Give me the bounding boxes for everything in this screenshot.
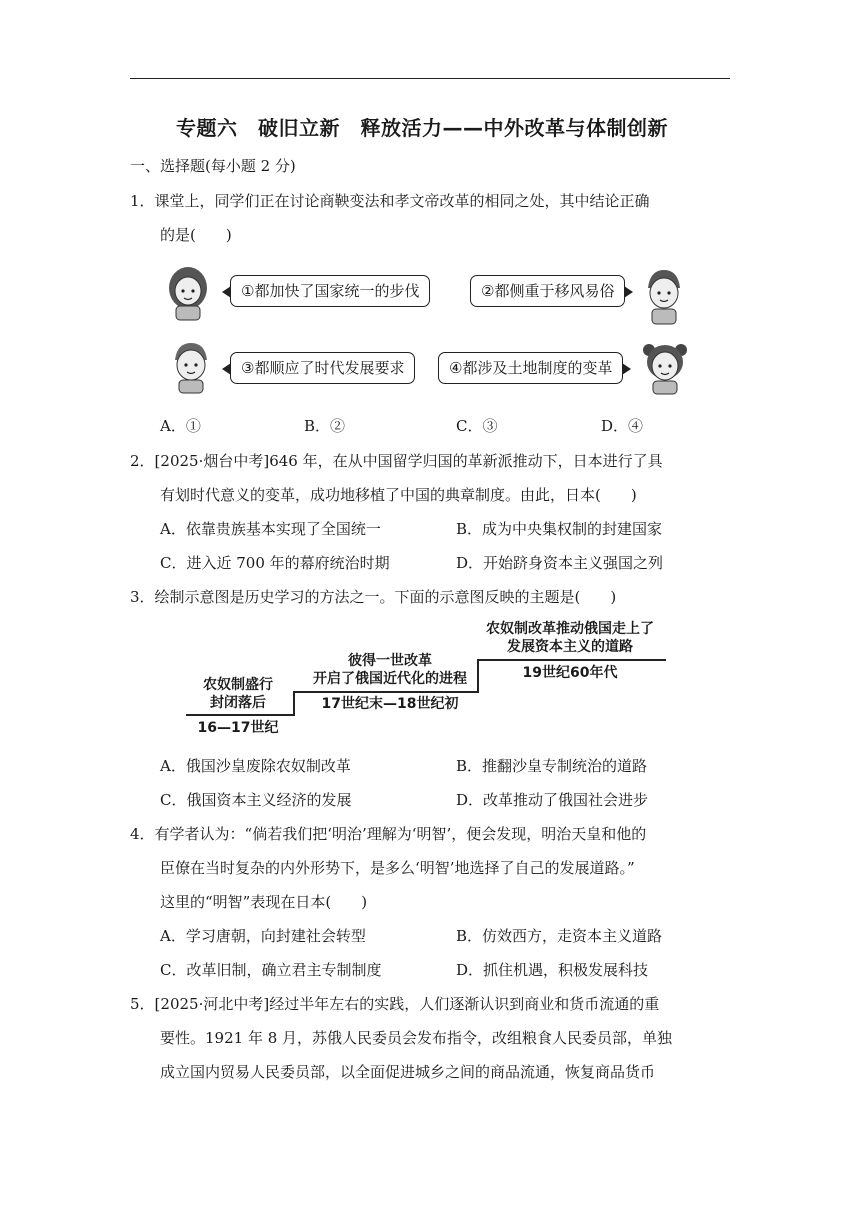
q4-option-b[interactable]: B．仿效西方，走资本主义道路 xyxy=(456,927,663,945)
q1-stem-line2: 的是( ) xyxy=(160,226,232,244)
q1-option-b[interactable]: B．② xyxy=(304,417,346,435)
step-1-bottom: 16—17世纪 xyxy=(197,720,279,736)
q2-option-a[interactable]: A．依靠贵族基本实现了全国统一 xyxy=(160,520,381,538)
q3-option-c[interactable]: C．俄国资本主义经济的发展 xyxy=(160,791,352,809)
q3-option-a[interactable]: A．俄国沙皇废除农奴制改革 xyxy=(160,757,351,775)
q3-stem-line1: 3．绘制示意图是历史学习的方法之一。下面的示意图反映的主题是( ) xyxy=(130,588,617,606)
q3-option-b[interactable]: B．推翻沙皇专制统治的道路 xyxy=(456,757,648,775)
boy-student-icon xyxy=(640,266,688,326)
q5-stem-line2: 要性。1921 年 8 月，苏俄人民委员会发布指令，改组粮食人民委员部，单独 xyxy=(160,1029,673,1047)
q2-stem-line2: 有划时代意义的变革，成功地移植了中国的典章制度。由此，日本( ) xyxy=(160,486,637,504)
q2-option-b[interactable]: B．成为中央集权制的封建国家 xyxy=(456,520,663,538)
q4-option-d[interactable]: D．抓住机遇，积极发展科技 xyxy=(456,961,649,979)
step-3-bottom: 19世纪60年代 xyxy=(522,665,618,681)
statement-4-bubble: ④都涉及土地制度的变革 xyxy=(438,352,623,384)
step-3-top: 农奴制改革推动俄国走上了 发展资本主义的道路 xyxy=(486,621,654,655)
boy-student-2-icon xyxy=(168,340,214,394)
q4-stem-line2: 臣僚在当时复杂的内外形势下，是多么‘明智’地选择了自己的发展道路。” xyxy=(160,859,635,877)
q4-stem-line1: 4．有学者认为：“倘若我们把‘明治’理解为‘明智’，便会发现，明治天皇和他的 xyxy=(130,825,647,843)
q2-stem-line1: 2．[2025·烟台中考]646 年，在从中国留学归国的革新派推动下，日本进行了具 xyxy=(130,452,663,470)
q4-option-a[interactable]: A．学习唐朝，向封建社会转型 xyxy=(160,927,366,945)
q2-option-d[interactable]: D．开始跻身资本主义强国之列 xyxy=(456,554,664,572)
step-2-top: 彼得一世改革 开启了俄国近代化的进程 xyxy=(313,653,467,687)
girl-student-icon xyxy=(164,264,212,322)
q1-option-c[interactable]: C．③ xyxy=(456,417,498,435)
statement-2-bubble: ②都侧重于移风易俗 xyxy=(470,275,625,307)
q4-stem-line3: 这里的“明智”表现在日本( ) xyxy=(160,893,368,911)
girl-student-2-icon xyxy=(640,340,690,396)
q1-option-d[interactable]: D．④ xyxy=(601,417,644,435)
q1-option-a[interactable]: A．① xyxy=(160,417,201,435)
q3-option-d[interactable]: D．改革推动了俄国社会进步 xyxy=(456,791,649,809)
q4-option-c[interactable]: C．改革旧制，确立君主专制制度 xyxy=(160,961,382,979)
q1-stem-line1: 1．课堂上，同学们正在讨论商鞅变法和孝文帝改革的相同之处，其中结论正确 xyxy=(130,192,650,210)
step-1-top: 农奴制盛行 封闭落后 xyxy=(203,677,273,711)
statement-3-bubble: ③都顺应了时代发展要求 xyxy=(230,352,415,384)
q2-option-c[interactable]: C．进入近 700 年的幕府统治时期 xyxy=(160,554,390,572)
page-title: 专题六 破旧立新 释放活力——中外改革与体制创新 xyxy=(176,116,668,140)
step-2-bottom: 17世纪末—18世纪初 xyxy=(321,696,459,712)
q5-stem-line1: 5．[2025·河北中考]经过半年左右的实践，人们逐渐认识到商业和货币流通的重 xyxy=(130,995,660,1013)
q5-stem-line3: 成立国内贸易人民委员部，以全面促进城乡之间的商品流通，恢复商品货币 xyxy=(160,1063,656,1081)
header-rule xyxy=(130,78,730,79)
statement-1-bubble: ①都加快了国家统一的步伐 xyxy=(230,275,430,307)
section-heading: 一、选择题(每小题 2 分) xyxy=(130,157,296,175)
